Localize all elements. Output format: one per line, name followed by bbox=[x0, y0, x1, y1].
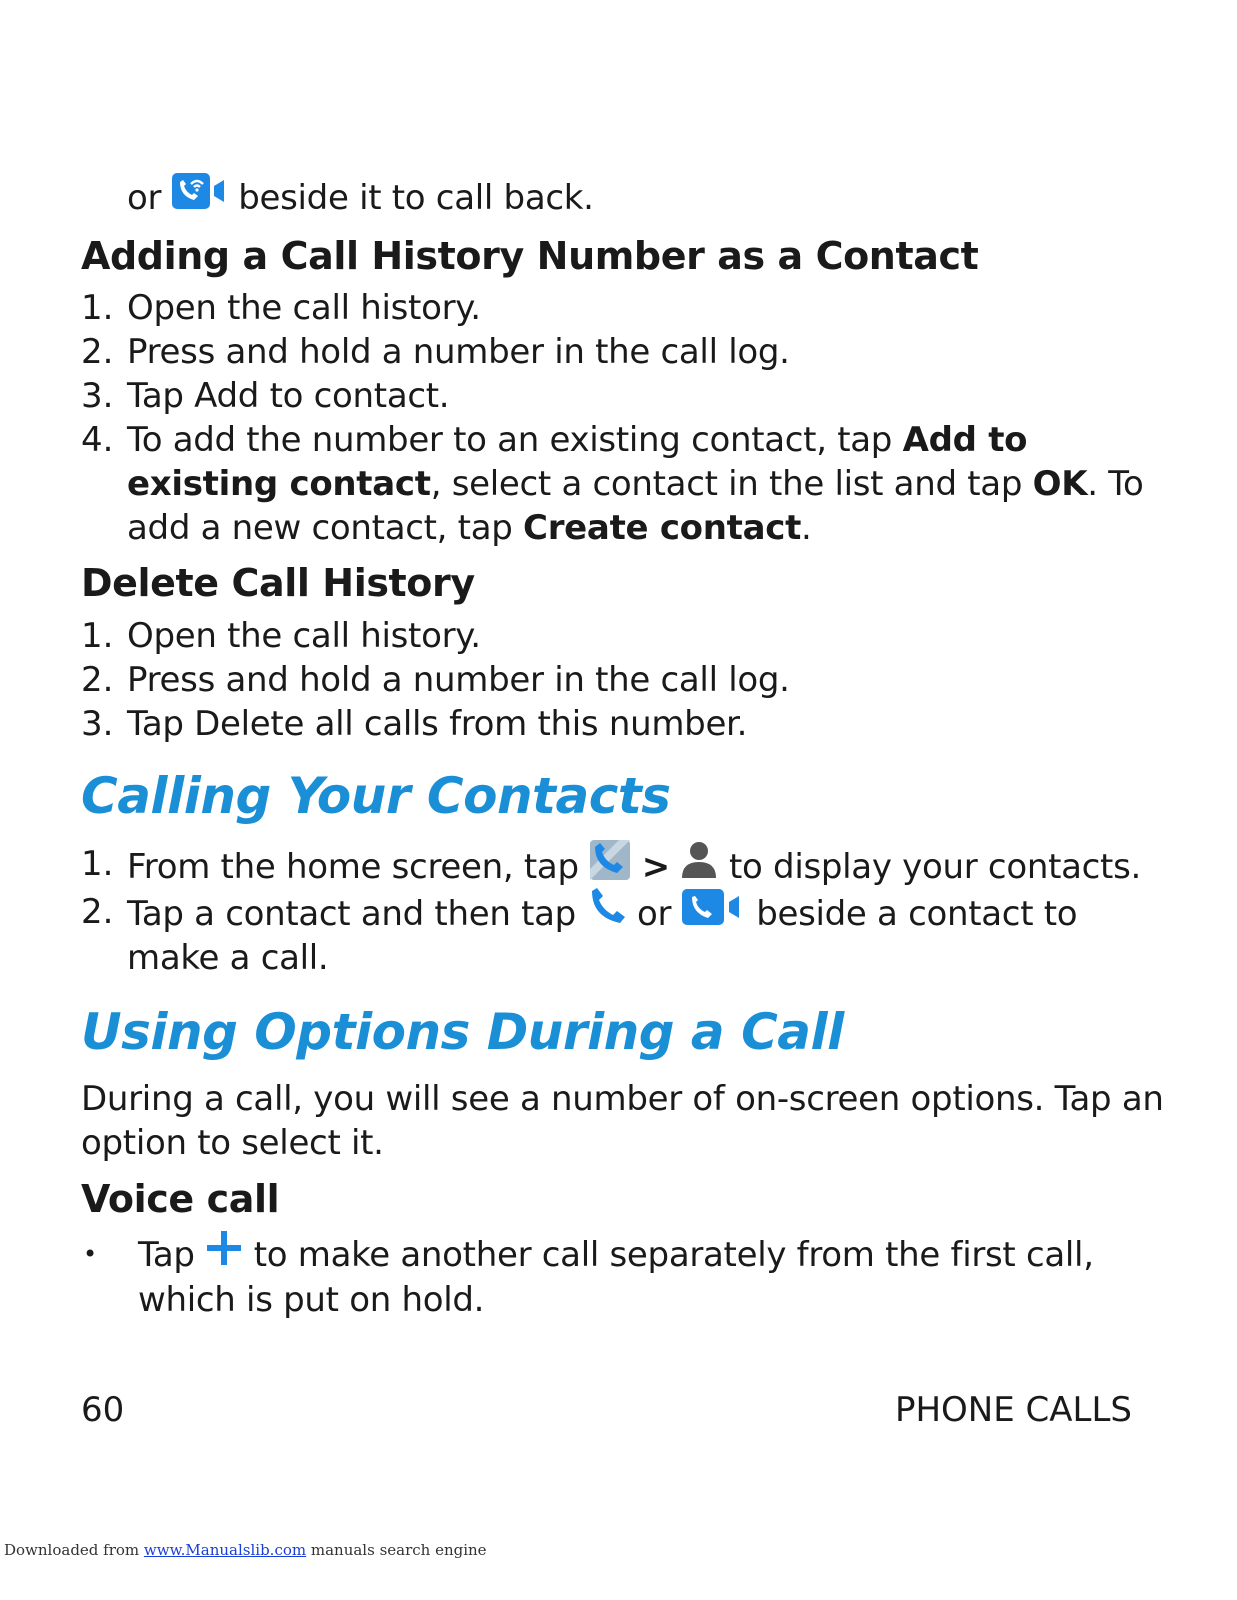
step-number: 1. bbox=[81, 616, 114, 656]
step-number: 2. bbox=[81, 332, 114, 372]
step4-text: . bbox=[801, 508, 812, 548]
text-or: or bbox=[127, 178, 162, 218]
step-text: Tap a contact and then tap bbox=[127, 894, 576, 934]
manualslib-link[interactable]: www.Manualslib.com bbox=[143, 1541, 307, 1559]
bullet-text: Tap bbox=[138, 1235, 195, 1275]
heading-delete-history: Delete Call History bbox=[81, 561, 475, 605]
download-notice bbox=[4, 1541, 487, 1559]
options-paragraph-line1: During a call, you will see a number of on-screen options. Tap an bbox=[81, 1079, 1164, 1119]
separator: > bbox=[641, 847, 670, 887]
contacts-person-icon bbox=[680, 840, 718, 891]
step-number: 1. bbox=[81, 288, 114, 328]
step4-text: To add the number to an existing contact, tap bbox=[127, 420, 903, 460]
phone-app-icon bbox=[589, 839, 631, 892]
step-number: 2. bbox=[81, 660, 114, 700]
add-to-existing-label: Add to bbox=[902, 420, 1028, 460]
download-suffix: manuals search engine bbox=[306, 1541, 487, 1559]
step-text: From the home screen, tap bbox=[127, 847, 579, 887]
voice-bullet-line2: which is put on hold. bbox=[138, 1280, 485, 1320]
step-number: 3. bbox=[81, 376, 114, 416]
step-text: Tap Delete all calls from this number. bbox=[127, 704, 748, 744]
step-text: Press and hold a number in the call log. bbox=[127, 332, 790, 372]
step-text: to display your contacts. bbox=[729, 847, 1141, 887]
text-beside: beside it to call back. bbox=[238, 178, 594, 218]
options-paragraph-line2: option to select it. bbox=[81, 1123, 384, 1163]
step-text: Tap Add to contact. bbox=[127, 376, 450, 416]
step4-line1 bbox=[127, 418, 1027, 462]
call-back-line bbox=[127, 175, 594, 224]
step-text: Press and hold a number in the call log. bbox=[127, 660, 790, 700]
heading-voice-call: Voice call bbox=[81, 1177, 280, 1221]
step-text: Open the call history. bbox=[127, 616, 481, 656]
step-number: 4. bbox=[81, 420, 114, 460]
step4-line2 bbox=[127, 462, 1144, 506]
step-number: 1. bbox=[81, 844, 114, 884]
step4-text: add a new contact, tap bbox=[127, 508, 524, 548]
heading-calling-contacts: Calling Your Contacts bbox=[81, 767, 671, 825]
page-number: 60 bbox=[81, 1390, 125, 1430]
voice-bullet-line1 bbox=[138, 1232, 1094, 1281]
calling-step1 bbox=[127, 842, 1141, 895]
step-text: Open the call history. bbox=[127, 288, 481, 328]
step-text: make a call. bbox=[127, 938, 329, 978]
existing-contact-label: existing contact bbox=[127, 464, 431, 504]
add-call-plus-icon bbox=[205, 1229, 243, 1278]
step-number: 3. bbox=[81, 704, 114, 744]
heading-add-contact: Adding a Call History Number as a Contact bbox=[81, 234, 979, 278]
video-call-icon bbox=[212, 172, 228, 221]
step4-text: . To bbox=[1087, 464, 1144, 504]
section-title: PHONE CALLS bbox=[894, 1390, 1132, 1430]
phone-icon bbox=[586, 887, 626, 938]
heading-call-options: Using Options During a Call bbox=[81, 1003, 844, 1061]
calling-step2 bbox=[127, 890, 1077, 941]
download-prefix: Downloaded from bbox=[4, 1541, 144, 1559]
bullet: • bbox=[83, 1240, 98, 1268]
text-or: or bbox=[636, 894, 672, 934]
step-number: 2. bbox=[81, 892, 114, 932]
video-call-icon bbox=[682, 888, 746, 937]
ok-label: OK bbox=[1032, 464, 1088, 504]
wifi-call-icon bbox=[172, 172, 216, 221]
bullet-text: to make another call separately from the first call, bbox=[253, 1235, 1094, 1275]
step4-line3 bbox=[127, 506, 812, 550]
step-text: beside a contact to bbox=[756, 894, 1078, 934]
create-contact-label: Create contact bbox=[523, 508, 802, 548]
step4-text: , select a contact in the list and tap bbox=[430, 464, 1033, 504]
